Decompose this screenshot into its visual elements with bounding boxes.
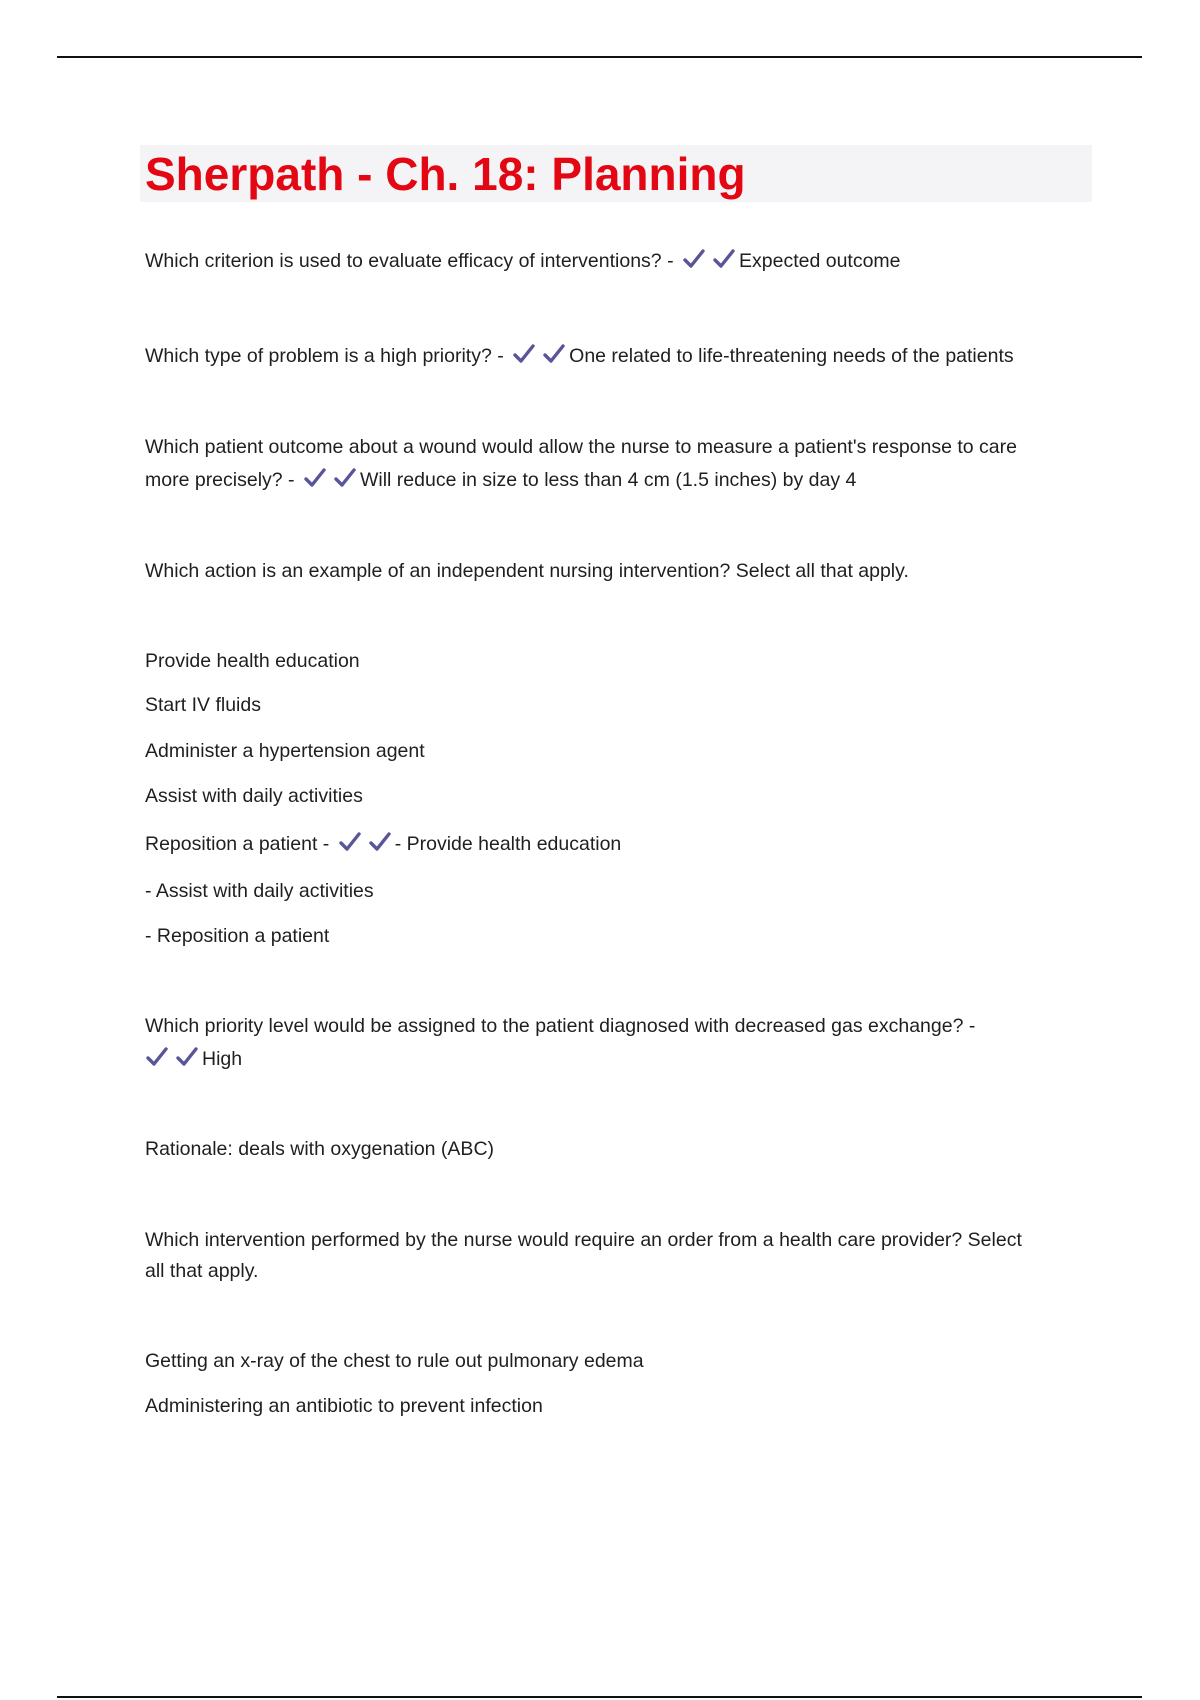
question-3-line-2 [145,464,856,497]
check-icon [682,247,706,271]
check-icon [542,342,566,366]
question-2-text: Which type of problem is a high priority? - [145,345,504,367]
question-1 [145,245,901,278]
check-icon [145,1045,169,1069]
question-5-rationale: Rationale: deals with oxygenation (ABC) [145,1138,495,1160]
question-5-answer: High [202,1048,243,1070]
question-2 [145,340,1014,373]
check-icon [175,1045,199,1069]
question-6-line-2: all that apply. [145,1260,259,1282]
list-item [145,828,621,861]
list-item: Start IV fluids [145,694,261,716]
question-1-text: Which criterion is used to evaluate efficacy of interventions? - [145,250,674,272]
question-4-answer-2: - Assist with daily activities [145,880,374,902]
question-2-answer: One related to life-threatening needs of the patients [569,345,1014,367]
check-icon [512,342,536,366]
question-3-line-1: Which patient outcome about a wound would allow the nurse to measure a patient's response to care [145,436,1017,458]
top-divider [57,56,1142,58]
page-title: Sherpath - Ch. 18: Planning [145,148,746,200]
list-item: Getting an x-ray of the chest to rule out pulmonary edema [145,1350,644,1372]
list-item: Administering an antibiotic to prevent infection [145,1395,543,1417]
question-3-answer: Will reduce in size to less than 4 cm (1.5 inches) by day 4 [359,469,857,491]
check-icon [333,466,357,490]
question-1-answer: Expected outcome [739,250,901,272]
check-icon [712,247,736,271]
list-item: Administer a hypertension agent [145,740,425,762]
question-3-text: more precisely? - [145,469,295,491]
question-4-answer-3: - Reposition a patient [145,925,330,947]
question-4-answer-1: - Provide health education [394,833,622,855]
question-4-option-5: Reposition a patient - [145,833,330,855]
check-icon [338,830,362,854]
list-item: Provide health education [145,650,360,672]
list-item: Assist with daily activities [145,785,363,807]
check-icon [368,830,392,854]
check-icon [303,466,327,490]
question-6-line-1: Which intervention performed by the nurse would require an order from a health care provider? Select [145,1229,1022,1251]
question-4: Which action is an example of an independent nursing intervention? Select all that apply. [145,560,909,582]
question-5: Which priority level would be assigned to the patient diagnosed with decreased gas exchange? - [145,1015,976,1037]
question-5-answer-line [145,1043,242,1076]
bottom-divider [57,1696,1142,1698]
